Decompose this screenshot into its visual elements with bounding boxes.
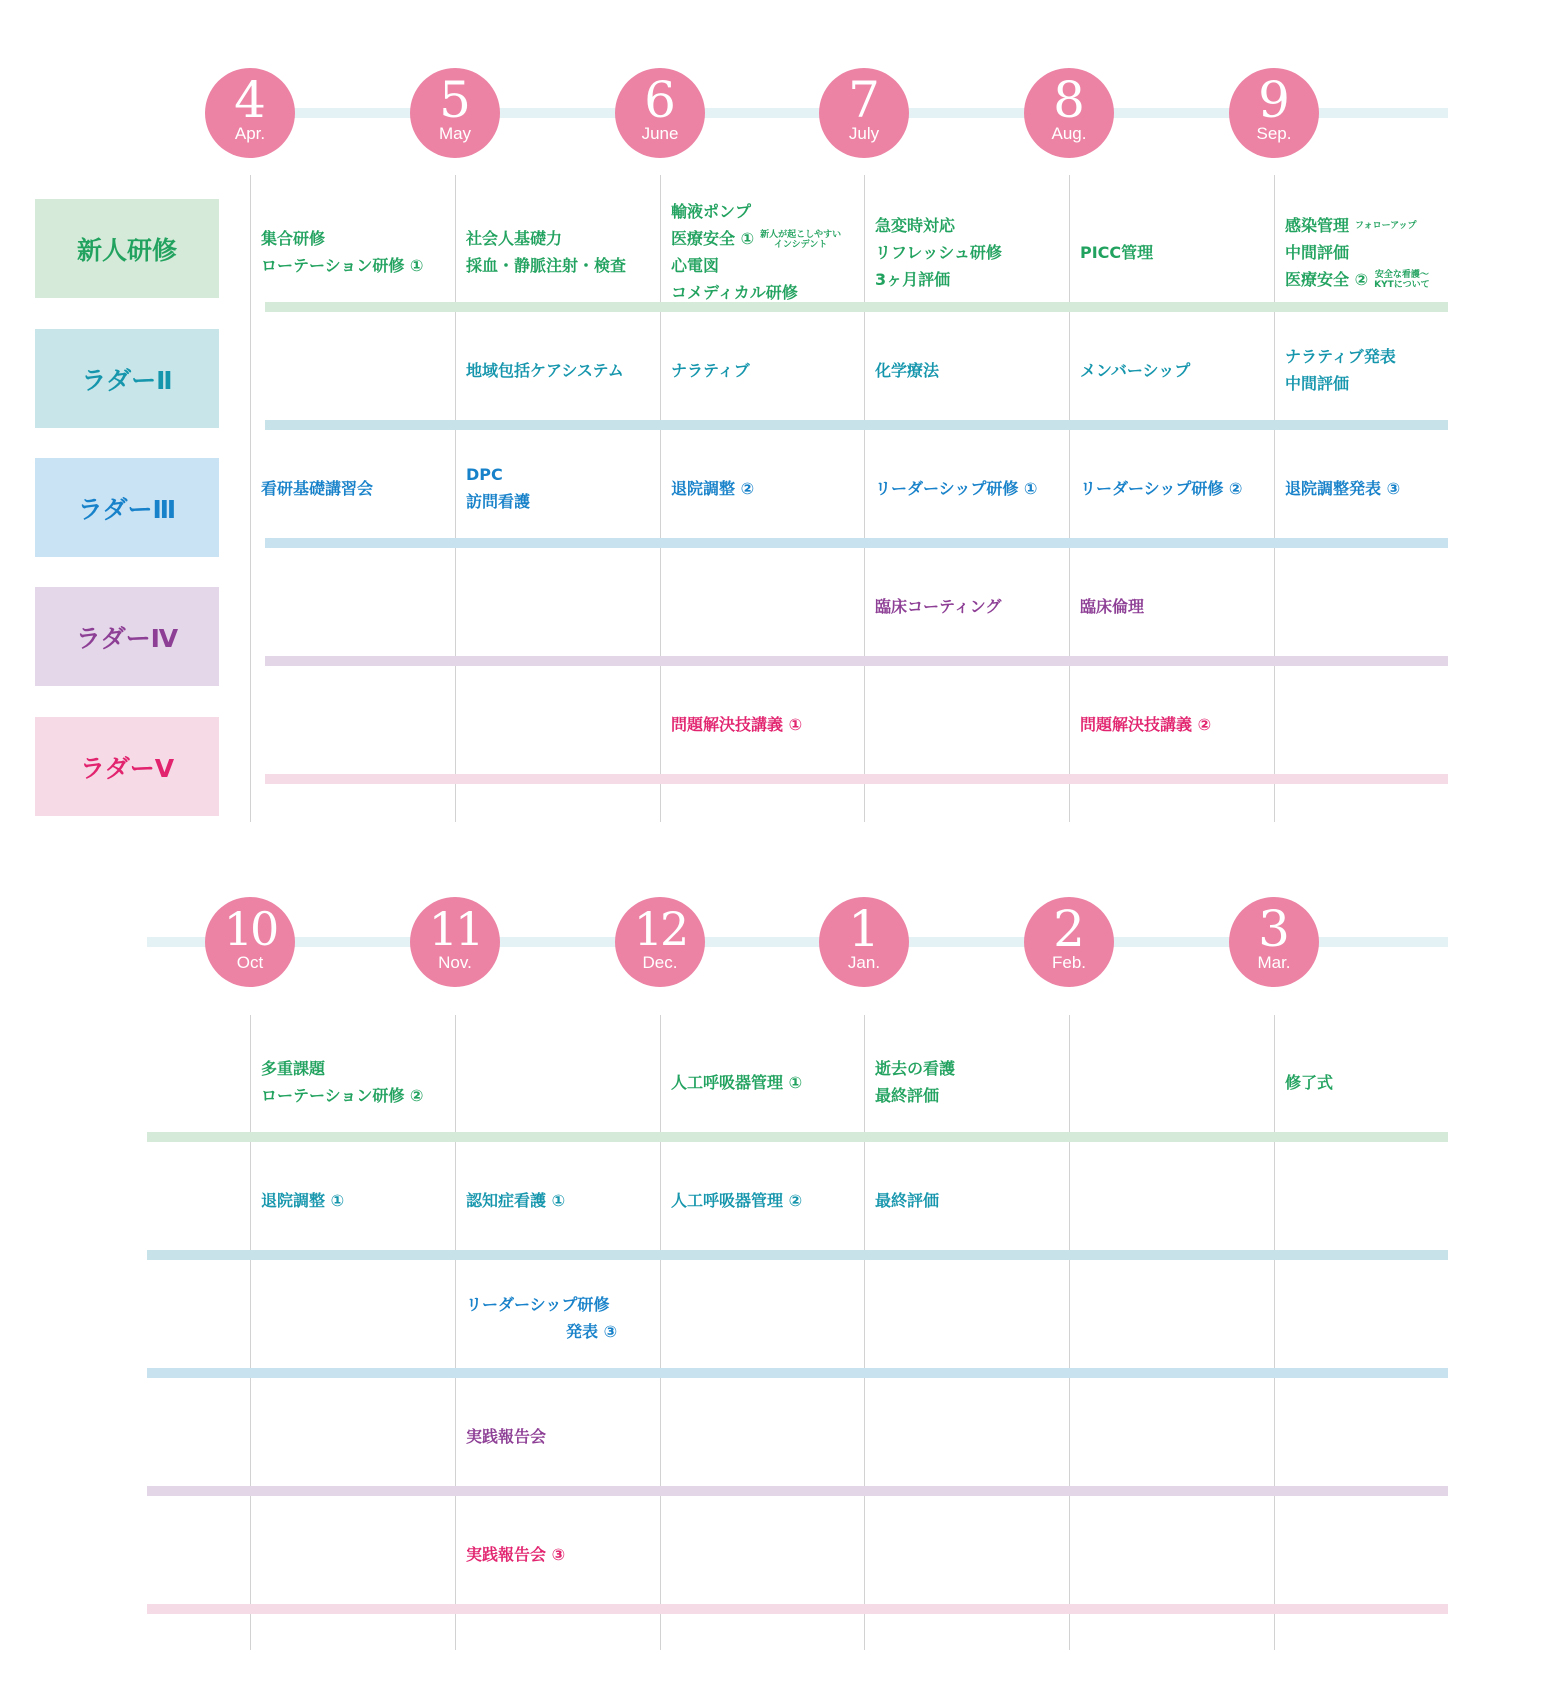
course-item bbox=[875, 1082, 1069, 1109]
schedule-cell bbox=[1069, 547, 1274, 665]
course-note bbox=[760, 230, 841, 250]
top-month-badge bbox=[410, 68, 500, 158]
course-item bbox=[671, 279, 865, 306]
course-note bbox=[1355, 221, 1416, 231]
schedule-cell bbox=[1274, 311, 1479, 429]
course-name: 医療安全 ② bbox=[1285, 269, 1369, 289]
month-number: 12 bbox=[633, 902, 687, 956]
schedule-cell bbox=[1274, 1495, 1479, 1613]
course-name: 修了式 bbox=[1285, 1072, 1334, 1092]
month-name: Oct bbox=[236, 953, 264, 972]
row-label-l4: ラダーⅣ bbox=[35, 587, 219, 686]
schedule-cell bbox=[455, 1023, 660, 1141]
schedule-cell bbox=[660, 1259, 865, 1377]
schedule-cell bbox=[455, 1259, 660, 1377]
month-number: 8 bbox=[1053, 71, 1085, 129]
schedule-cell bbox=[1274, 1023, 1479, 1141]
course-note-line: フォローアップ bbox=[1355, 221, 1417, 231]
schedule-cell bbox=[660, 1495, 865, 1613]
schedule-cell bbox=[1069, 1141, 1274, 1259]
month-name: Jan. bbox=[847, 953, 881, 972]
top-month-badge bbox=[1229, 68, 1319, 158]
course-name: 急変時対応 bbox=[875, 215, 956, 235]
schedule-cell bbox=[1274, 1259, 1479, 1377]
course-item bbox=[1285, 212, 1479, 239]
course-name: ローテーション研修 ② bbox=[261, 1086, 424, 1105]
course-name: 実践報告会 ③ bbox=[466, 1544, 566, 1564]
schedule-cell bbox=[864, 1141, 1069, 1259]
row-label-l5: ラダーⅤ bbox=[35, 717, 219, 816]
schedule-cell bbox=[1274, 665, 1479, 783]
schedule-cell bbox=[250, 1023, 455, 1141]
course-name: 看研基礎講習会 bbox=[261, 478, 374, 498]
course-note-line: 新人が起こしやすい bbox=[760, 229, 842, 240]
course-name: コメディカル研修 bbox=[671, 283, 798, 302]
course-item bbox=[875, 1187, 1069, 1214]
schedule-cell bbox=[250, 311, 455, 429]
schedule-cell bbox=[250, 193, 455, 311]
schedule-cell bbox=[455, 429, 660, 547]
course-item bbox=[1080, 475, 1274, 502]
month-number: 6 bbox=[644, 71, 676, 129]
course-name: メンバーシップ bbox=[1080, 360, 1191, 380]
row-label-new: 新人研修 bbox=[35, 199, 219, 298]
month-name: Dec. bbox=[642, 953, 678, 972]
course-item bbox=[1080, 711, 1274, 738]
course-item bbox=[466, 1318, 660, 1345]
top-month-badge bbox=[1024, 68, 1114, 158]
course-item bbox=[1080, 239, 1274, 266]
course-item bbox=[875, 212, 1069, 239]
schedule-cell bbox=[660, 1141, 865, 1259]
course-name: 実践報告会 bbox=[466, 1426, 547, 1446]
schedule-cell bbox=[1274, 547, 1479, 665]
month-name: June bbox=[641, 124, 679, 143]
top-month-badge bbox=[205, 68, 295, 158]
bottom-month-badge bbox=[819, 897, 909, 987]
schedule-cell bbox=[1069, 665, 1274, 783]
course-name: 中間評価 bbox=[1285, 242, 1350, 262]
course-name: 最終評価 bbox=[875, 1190, 940, 1210]
schedule-cell bbox=[455, 1495, 660, 1613]
course-item bbox=[875, 1055, 1069, 1082]
schedule-cell bbox=[1069, 311, 1274, 429]
course-item bbox=[875, 475, 1069, 502]
course-item bbox=[466, 1541, 660, 1568]
schedule-cell bbox=[864, 193, 1069, 311]
course-item bbox=[466, 461, 660, 488]
course-name: PICC管理 bbox=[1080, 242, 1154, 262]
schedule-cell bbox=[455, 311, 660, 429]
month-number: 1 bbox=[848, 900, 880, 958]
month-name: Mar. bbox=[1257, 953, 1291, 972]
course-item bbox=[466, 252, 660, 279]
course-item bbox=[1285, 370, 1479, 397]
course-name: 発表 ③ bbox=[566, 1322, 618, 1341]
course-name: 認知症看護 ① bbox=[466, 1190, 566, 1210]
schedule-cell bbox=[250, 547, 455, 665]
schedule-cell bbox=[1069, 1259, 1274, 1377]
course-item bbox=[671, 198, 865, 225]
course-item bbox=[261, 1055, 455, 1082]
course-name: 化学療法 bbox=[875, 360, 940, 380]
schedule-cell bbox=[864, 1023, 1069, 1141]
course-name: 臨床倫理 bbox=[1080, 596, 1145, 616]
course-note-line: KYTについて bbox=[1374, 280, 1430, 290]
schedule-cell bbox=[250, 429, 455, 547]
course-item bbox=[875, 593, 1069, 620]
course-item bbox=[261, 225, 455, 252]
course-name: 社会人基礎力 bbox=[466, 229, 563, 248]
month-number: 7 bbox=[848, 71, 880, 129]
schedule-cell bbox=[455, 193, 660, 311]
schedule-cell bbox=[250, 1141, 455, 1259]
course-name: 多重課題 bbox=[261, 1059, 326, 1078]
course-item bbox=[466, 488, 660, 515]
course-name: ローテーション研修 ① bbox=[261, 256, 424, 275]
schedule-cell bbox=[1069, 1377, 1274, 1495]
course-item bbox=[1285, 239, 1479, 266]
course-item bbox=[261, 475, 455, 502]
schedule-cell bbox=[864, 311, 1069, 429]
month-name: July bbox=[848, 124, 880, 143]
bottom-month-badge bbox=[615, 897, 705, 987]
schedule-cell bbox=[455, 1141, 660, 1259]
month-name: Apr. bbox=[234, 124, 266, 143]
schedule-cell bbox=[864, 547, 1069, 665]
schedule-cell bbox=[864, 665, 1069, 783]
schedule-cell bbox=[1069, 429, 1274, 547]
schedule-cell bbox=[1274, 193, 1479, 311]
month-name: May bbox=[438, 124, 472, 143]
course-item bbox=[671, 1187, 865, 1214]
course-name: 最終評価 bbox=[875, 1086, 940, 1105]
month-name: Feb. bbox=[1051, 953, 1087, 972]
course-item bbox=[1285, 1069, 1479, 1096]
schedule-cell bbox=[1274, 429, 1479, 547]
schedule-cell bbox=[660, 665, 865, 783]
course-note-line: 安全な看護～ bbox=[1374, 270, 1429, 280]
schedule-cell bbox=[660, 1023, 865, 1141]
course-name: 人工呼吸器管理 ① bbox=[671, 1072, 803, 1092]
month-name: Aug. bbox=[1051, 124, 1087, 143]
month-number: 3 bbox=[1258, 900, 1290, 958]
schedule-cell bbox=[660, 1377, 865, 1495]
course-item bbox=[261, 1082, 455, 1109]
course-name: リフレッシュ研修 bbox=[875, 242, 1002, 262]
bottom-month-badge bbox=[1229, 897, 1319, 987]
course-item bbox=[671, 252, 865, 279]
month-number: 4 bbox=[234, 71, 266, 129]
row-label-l2: ラダーⅡ bbox=[35, 329, 219, 428]
course-name: 問題解決技講義 ② bbox=[1080, 714, 1212, 734]
course-item bbox=[1285, 343, 1479, 370]
schedule-cell bbox=[1069, 1023, 1274, 1141]
schedule-cell bbox=[455, 665, 660, 783]
course-name: ナラティブ発表 bbox=[1285, 347, 1396, 366]
course-item bbox=[1080, 357, 1274, 384]
month-number: 9 bbox=[1258, 71, 1290, 129]
schedule-cell bbox=[864, 1377, 1069, 1495]
course-item bbox=[875, 239, 1069, 266]
course-item bbox=[466, 1291, 660, 1318]
schedule-cell bbox=[250, 665, 455, 783]
course-name: 退院調整 ① bbox=[261, 1190, 345, 1210]
row-label-l3: ラダーⅢ bbox=[35, 458, 219, 557]
schedule-cell bbox=[250, 1259, 455, 1377]
course-name: 医療安全 ① bbox=[671, 229, 755, 248]
course-note-line: インシデント bbox=[773, 239, 828, 250]
schedule-cell bbox=[660, 429, 865, 547]
month-number: 2 bbox=[1053, 900, 1085, 958]
course-name: 地域包括ケアシステム bbox=[466, 360, 624, 380]
course-item bbox=[466, 1187, 660, 1214]
month-name: Sep. bbox=[1256, 124, 1292, 143]
course-name: 問題解決技講義 ① bbox=[671, 714, 803, 734]
course-name: 感染管理 bbox=[1285, 215, 1350, 235]
course-name: 逝去の看護 bbox=[875, 1059, 956, 1078]
course-name: リーダーシップ研修 ② bbox=[1080, 478, 1243, 498]
bottom-month-badge bbox=[410, 897, 500, 987]
month-number: 11 bbox=[428, 902, 482, 956]
course-item bbox=[875, 357, 1069, 384]
course-name: 退院調整 ② bbox=[671, 478, 755, 498]
schedule-cell bbox=[1274, 1377, 1479, 1495]
course-item bbox=[466, 1423, 660, 1450]
course-name: 中間評価 bbox=[1285, 374, 1350, 393]
course-name: 採血・静脈注射・検査 bbox=[466, 256, 627, 275]
course-item bbox=[1285, 475, 1479, 502]
course-name: 退院調整発表 ③ bbox=[1285, 478, 1401, 498]
month-number: 10 bbox=[223, 902, 277, 956]
course-item bbox=[1285, 266, 1479, 293]
top-month-badge bbox=[819, 68, 909, 158]
course-name: 訪問看護 bbox=[466, 492, 531, 511]
course-item bbox=[1080, 593, 1274, 620]
course-item bbox=[671, 225, 865, 252]
course-item bbox=[875, 266, 1069, 293]
schedule-cell bbox=[864, 1259, 1069, 1377]
course-name: DPC bbox=[466, 465, 503, 484]
course-name: ナラティブ bbox=[671, 360, 750, 380]
course-item bbox=[466, 357, 660, 384]
course-name: 集合研修 bbox=[261, 229, 326, 248]
schedule-cell bbox=[1069, 193, 1274, 311]
course-item bbox=[261, 252, 455, 279]
course-name: 人工呼吸器管理 ② bbox=[671, 1190, 803, 1210]
schedule-cell bbox=[1069, 1495, 1274, 1613]
course-item bbox=[466, 225, 660, 252]
course-name: リーダーシップ研修 bbox=[466, 1295, 610, 1314]
course-name: リーダーシップ研修 ① bbox=[875, 478, 1038, 498]
course-item bbox=[671, 357, 865, 384]
schedule-cell bbox=[864, 429, 1069, 547]
schedule-cell bbox=[864, 1495, 1069, 1613]
schedule-cell bbox=[455, 1377, 660, 1495]
schedule-cell bbox=[250, 1377, 455, 1495]
schedule-cell bbox=[455, 547, 660, 665]
course-name: 臨床コーティング bbox=[875, 596, 1002, 616]
course-item bbox=[671, 475, 865, 502]
bottom-month-badge bbox=[205, 897, 295, 987]
schedule-cell bbox=[250, 1495, 455, 1613]
schedule-cell bbox=[660, 311, 865, 429]
course-name: 心電図 bbox=[671, 256, 720, 275]
course-name: 3ヶ月評価 bbox=[875, 269, 951, 289]
course-name: 輸液ポンプ bbox=[671, 202, 752, 221]
course-item bbox=[671, 1069, 865, 1096]
month-number: 5 bbox=[439, 71, 471, 129]
top-month-badge bbox=[615, 68, 705, 158]
schedule-cell bbox=[660, 547, 865, 665]
schedule-cell bbox=[660, 193, 865, 311]
course-item bbox=[261, 1187, 455, 1214]
schedule-cell bbox=[1274, 1141, 1479, 1259]
bottom-month-badge bbox=[1024, 897, 1114, 987]
course-note bbox=[1374, 270, 1429, 290]
course-item bbox=[671, 711, 865, 738]
month-name: Nov. bbox=[438, 953, 472, 972]
